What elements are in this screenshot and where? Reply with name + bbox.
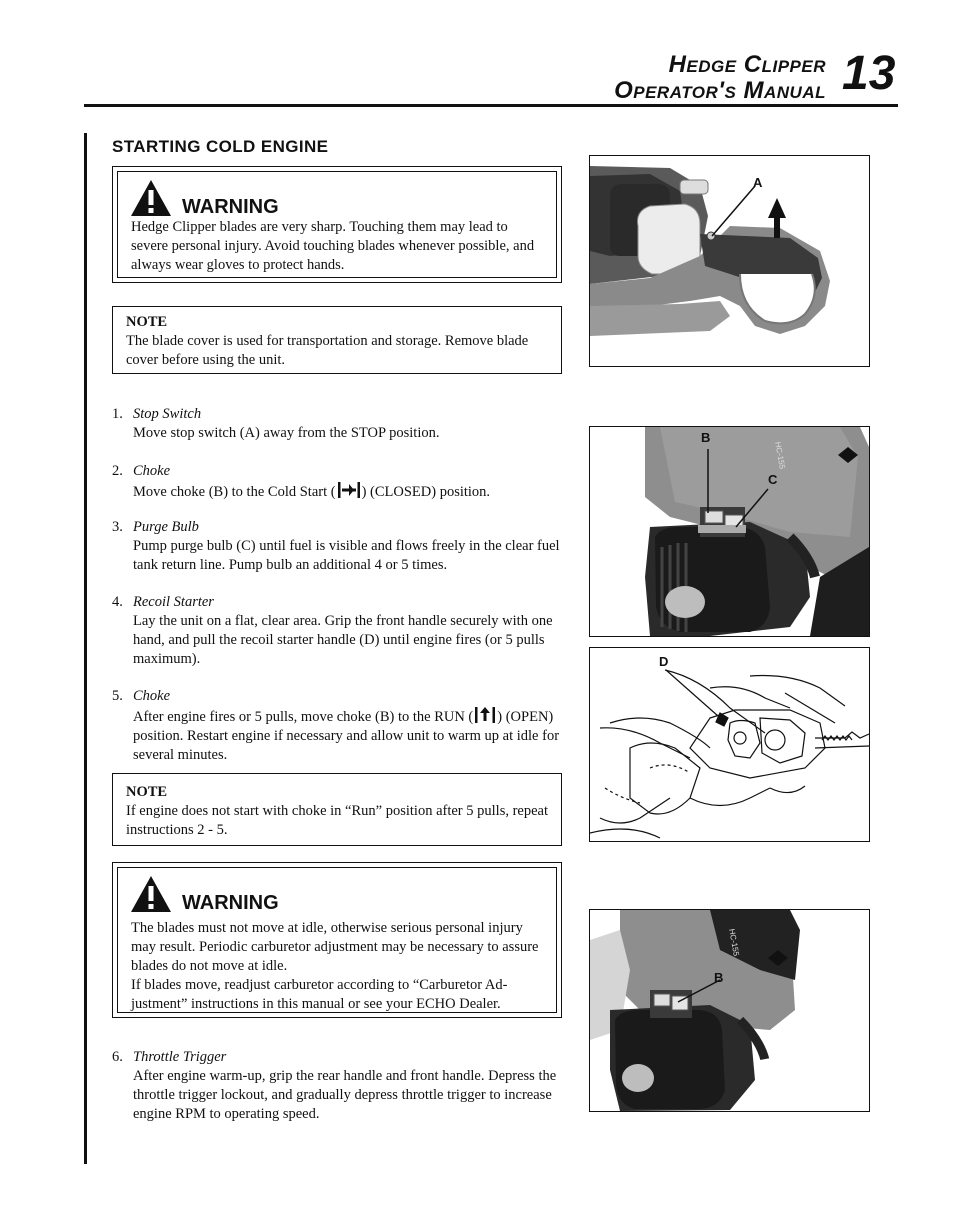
- choke-purge-photo: [590, 427, 869, 636]
- step-title: Throttle Trigger: [133, 1049, 227, 1065]
- section-title: STARTING COLD ENGINE: [112, 137, 329, 156]
- figure-recoil-starter: [589, 647, 870, 842]
- figure-choke-run: [589, 909, 870, 1112]
- note-text: The blade cover is used for transportation and storage. Remove blade cover before using the unit.: [126, 333, 529, 368]
- callout-label: B: [714, 970, 724, 985]
- manual-title: [614, 52, 826, 104]
- step-throttle-trigger: [112, 1048, 562, 1128]
- warning-label: WARNING: [182, 892, 279, 914]
- model-label: HC-155: [773, 441, 787, 470]
- step-body-pre: Move choke (B) to the Cold Start (: [133, 484, 336, 500]
- warning-text: The blades must not move at idle, otherwise serious personal injury may result. Periodic carburetor adjustment may be necessary to assure blades do not move at idle.: [131, 920, 539, 974]
- figure-stop-switch: [589, 155, 870, 367]
- step-title: Choke: [133, 463, 171, 479]
- step-recoil-starter: [112, 593, 562, 673]
- stop-switch-photo: [590, 156, 869, 366]
- step-body: After engine warm-up, grip the rear handle and front handle. Depress the throttle trigger lockout, and gradually depress throttle trigger to increase engine RPM to operating speed.: [133, 1068, 557, 1122]
- model-label: HC-155: [727, 928, 741, 957]
- step-body: [133, 481, 563, 502]
- warning-box-blades-sharp: [112, 166, 562, 283]
- step-body: Lay the unit on a flat, clear area. Grip the front handle securely with one hand, and pull the recoil starter handle (D) until engine fires (or 5 pulls maximum).: [133, 613, 553, 667]
- step-number: 1.: [112, 406, 123, 422]
- margin-rule: [84, 133, 87, 1164]
- step-title: Choke: [133, 688, 171, 704]
- step-number: 6.: [112, 1049, 123, 1065]
- note-text: If engine does not start with choke in “Run” position after 5 pulls, repeat instructions 2 - 5.: [126, 803, 549, 838]
- step-title: Stop Switch: [133, 406, 202, 422]
- run-choke-icon: [474, 706, 496, 724]
- note-title: NOTE: [126, 784, 168, 800]
- step-number: 3.: [112, 519, 123, 535]
- figure-choke-purge-bulb: [589, 426, 870, 637]
- warning-triangle-icon: [130, 179, 172, 217]
- recoil-starter-drawing: [590, 648, 869, 841]
- manual-title-line1: Hedge Clipper: [668, 51, 826, 78]
- callout-label: A: [753, 175, 763, 190]
- step-body-pre: After engine fires or 5 pulls, move choke (B) to the RUN (: [133, 709, 474, 725]
- step-stop-switch: [112, 405, 562, 445]
- note-box-blade-cover: [112, 306, 562, 374]
- warning-triangle-icon: [130, 875, 172, 913]
- step-choke-run: [112, 687, 562, 767]
- warning-box-inner: [117, 867, 557, 1013]
- step-body-post: ) (CLOSED) position.: [361, 484, 491, 500]
- step-choke-closed: [112, 462, 562, 502]
- step-body: [133, 706, 563, 765]
- callout-label: B: [701, 430, 711, 445]
- step-title: Recoil Starter: [133, 594, 214, 610]
- warning-label: WARNING: [182, 196, 279, 218]
- header-rule: [84, 104, 898, 107]
- warning-box-inner: [117, 171, 557, 278]
- step-body-post: ) (OPEN) position. Restart engine if necessary and allow unit to warm up at idle for several minutes.: [133, 709, 560, 763]
- note-title: NOTE: [126, 314, 168, 330]
- step-body: Pump purge bulb (C) until fuel is visible and flows freely in the clear fuel tank return line. Pump bulb an additional 4 or 5 times.: [133, 538, 560, 573]
- manual-title-line2: Operator's Manual: [614, 77, 826, 104]
- callout-label: D: [659, 654, 669, 669]
- step-number: 5.: [112, 688, 123, 704]
- note-box-run-position: [112, 773, 562, 846]
- page-number: 13: [842, 47, 896, 100]
- warning-box-blades-idle: [112, 862, 562, 1018]
- step-number: 4.: [112, 594, 123, 610]
- step-body: Move stop switch (A) away from the STOP position.: [133, 425, 440, 441]
- step-number: 2.: [112, 463, 123, 479]
- cold-start-choke-icon: [337, 481, 361, 499]
- callout-label: C: [768, 472, 778, 487]
- warning-text: Hedge Clipper blades are very sharp. Touching them may lead to severe personal injury. Avoid touching blades whenever possible, and always wear gloves to protect hands.: [131, 219, 535, 273]
- step-title: Purge Bulb: [133, 519, 199, 535]
- warning-text: If blades move, readjust carburetor according to “Carburetor Ad-justment” instructions in this manual or see your ECHO Dealer.: [131, 977, 508, 1012]
- step-purge-bulb: [112, 518, 562, 578]
